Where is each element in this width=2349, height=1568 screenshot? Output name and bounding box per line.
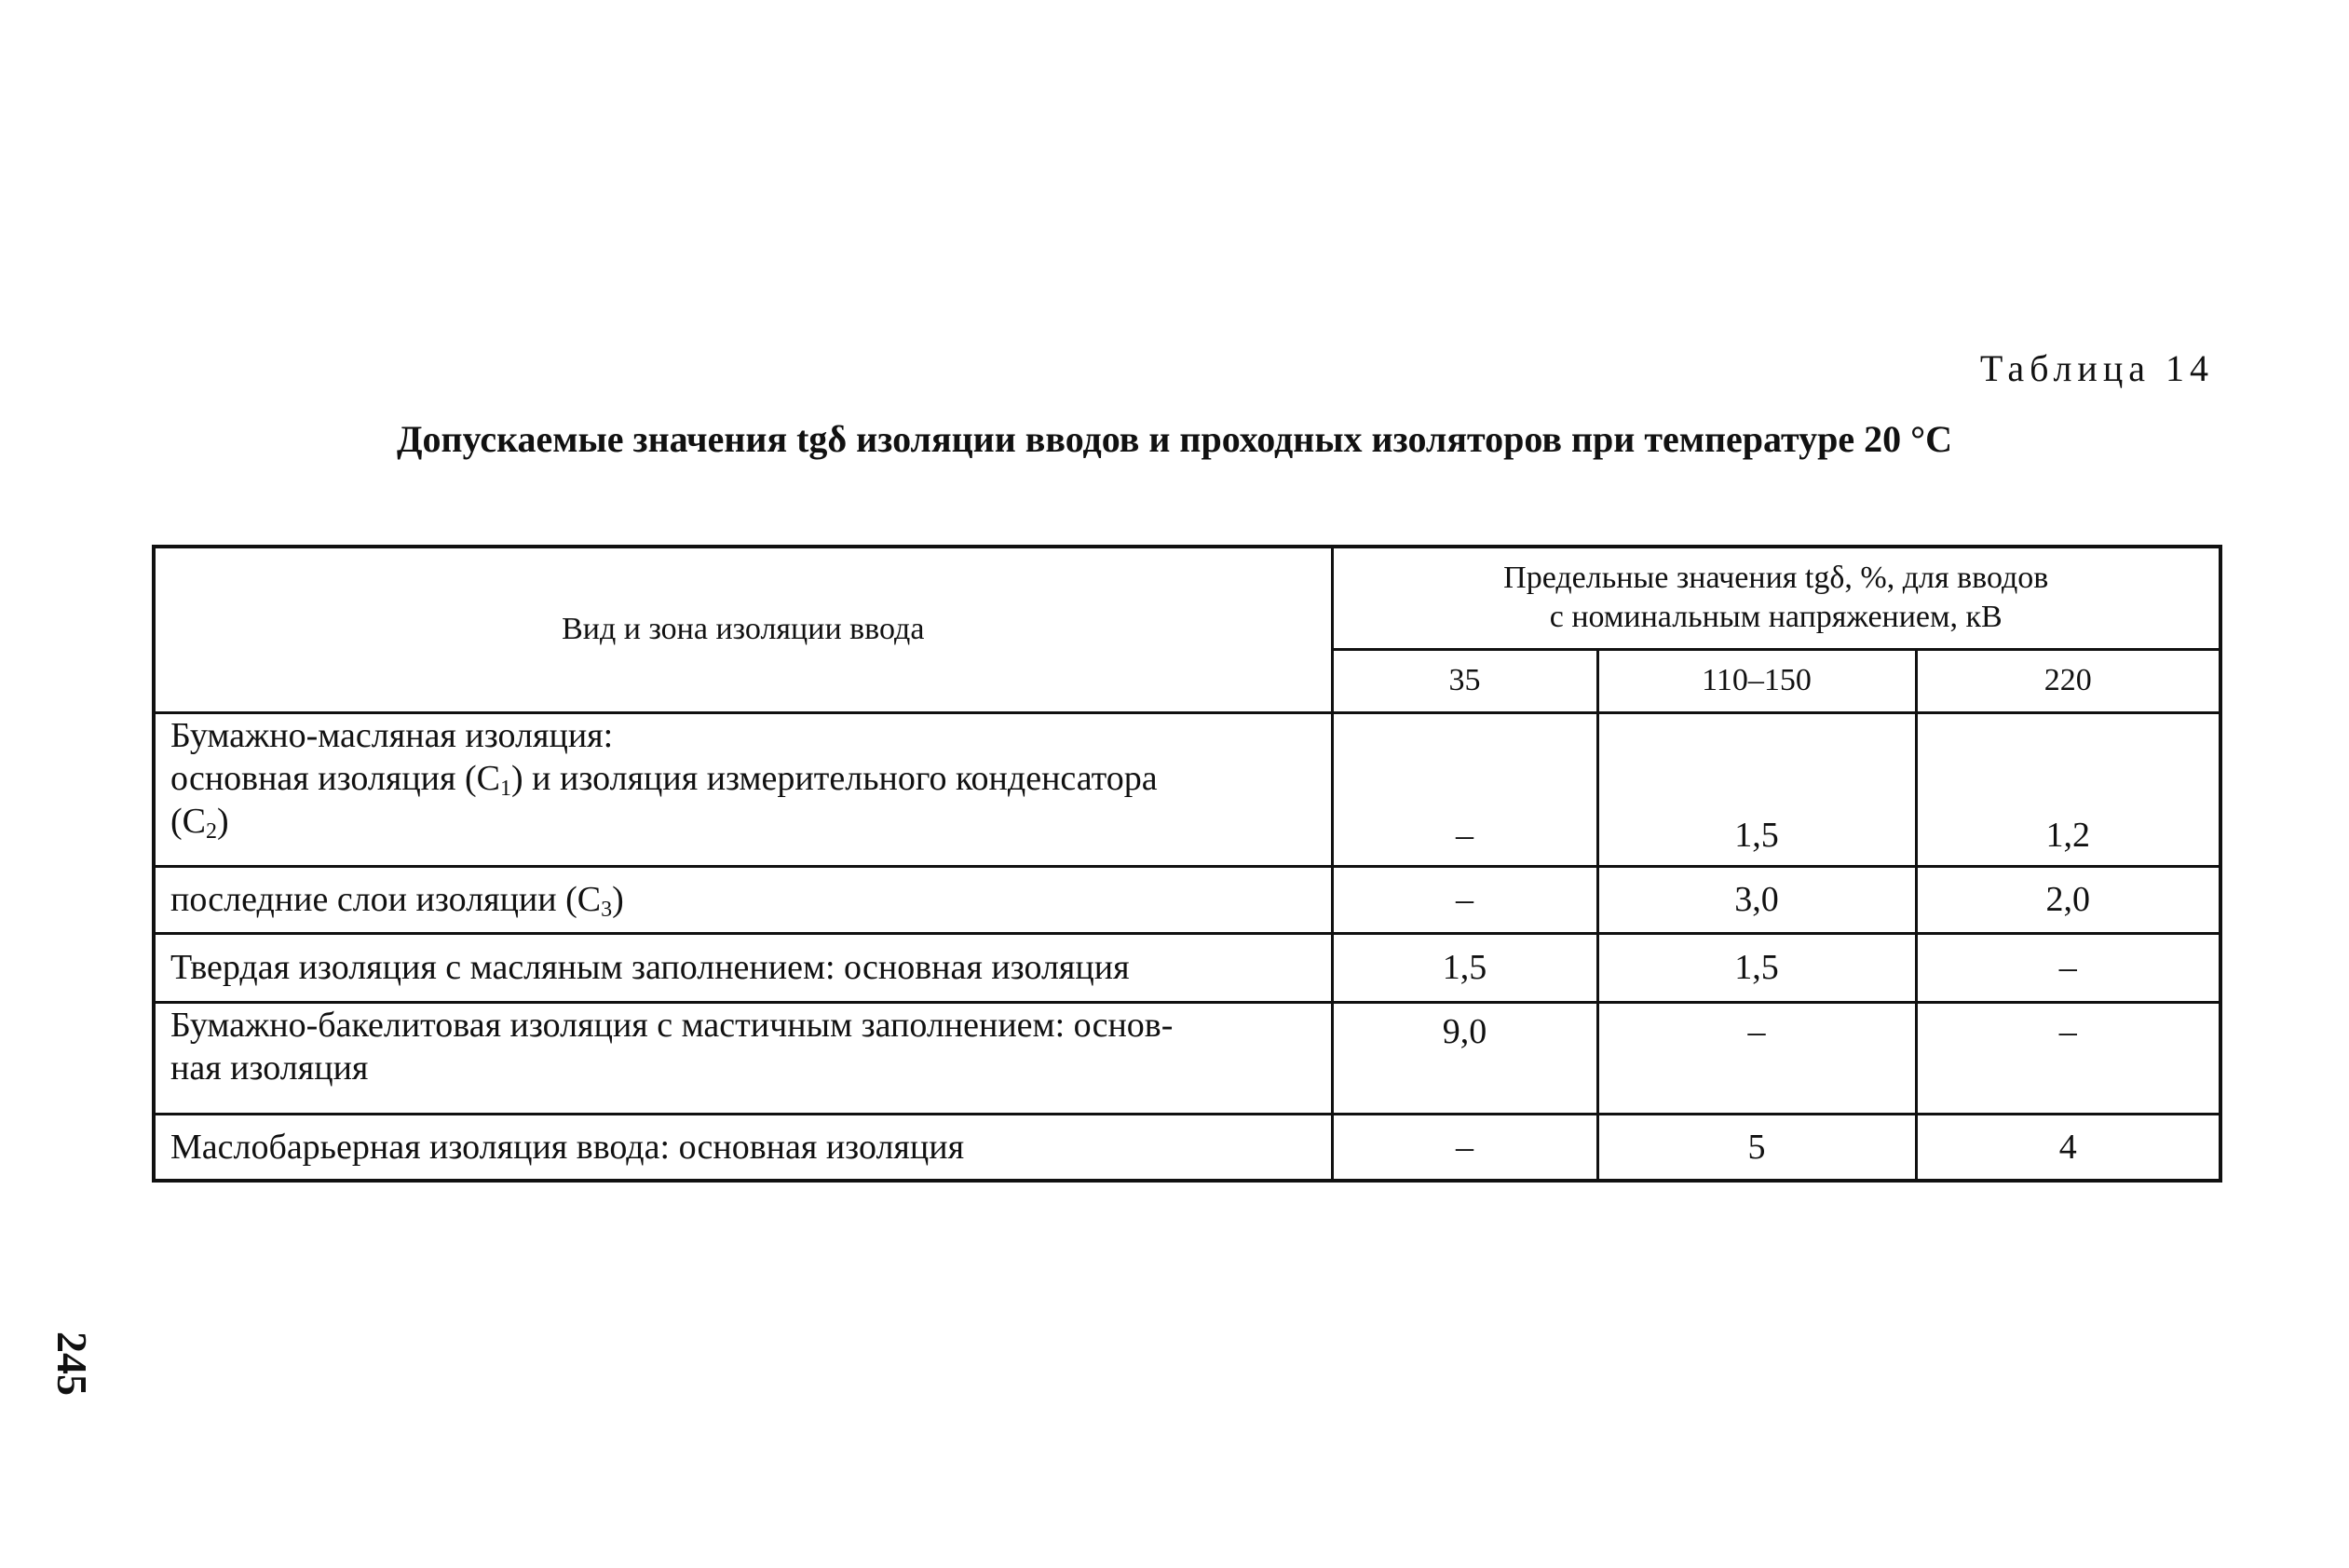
value-cell: – [1332, 712, 1597, 866]
header-row [154, 547, 2220, 649]
table-number: Таблица 14 [1979, 347, 2214, 389]
value-cell: 1,5 [1332, 933, 1597, 1002]
tg-delta-table [152, 545, 2222, 1183]
value-cell: – [1916, 933, 2220, 1002]
header-voltage-35: 35 [1332, 649, 1597, 712]
row-label [154, 712, 1332, 866]
header-voltage-110-150: 110–150 [1597, 649, 1916, 712]
value-cell: 2,0 [1916, 866, 2220, 933]
table-row [154, 712, 2220, 866]
table-row [154, 1114, 2220, 1181]
table-row [154, 1002, 2220, 1114]
header-limit-values-line2: с номинальным напряжением, кВ [1549, 600, 2003, 635]
row-label-line: ная изоляция [170, 1048, 369, 1088]
page-number: 245 [48, 1331, 96, 1396]
header-voltage-220: 220 [1916, 649, 2220, 712]
value-cell: – [1916, 1002, 2220, 1114]
value-cell: 1,5 [1597, 712, 1916, 866]
row-label-line: $(С_2)$ [170, 802, 229, 845]
value-cell: 1,2 [1916, 712, 2220, 866]
value-cell: – [1332, 866, 1597, 933]
header-insulation-type: Вид и зона изоляции ввода [154, 547, 1332, 712]
value-cell: 5 [1597, 1114, 1916, 1181]
row-label-line: Бумажно-бакелитовая изоляция с мастичным заполнением: основ- [170, 1005, 1174, 1045]
value-cell: 9,0 [1332, 1002, 1597, 1114]
header-limit-values-line1: Предельные значения tgδ, %, для вводов [1503, 560, 2049, 595]
table-row [154, 933, 2220, 1002]
row-label: Твердая изоляция с масляным заполнением: основная изоляция [154, 933, 1332, 1002]
row-label [154, 1002, 1332, 1114]
table-title: Допускаемые значения tgδ изоляции вводов и проходных изоляторов при температуре 20 °С [397, 418, 1952, 460]
row-label: Маслобарьерная изоляция ввода: основная изоляция [154, 1114, 1332, 1181]
value-cell: – [1332, 1114, 1597, 1181]
value-cell: – [1597, 1002, 1916, 1114]
header-limit-values [1332, 547, 2220, 649]
row-label: последние слои изоляции $(С_3)$ [154, 866, 1332, 933]
row-label-line: основная изоляция $(С_1)$ и изоляция измерительного конденсатора [170, 758, 1158, 801]
value-cell: 3,0 [1597, 866, 1916, 933]
row-label-line: Бумажно-масляная изоляция: [170, 715, 614, 755]
table-row [154, 866, 2220, 933]
value-cell: 1,5 [1597, 933, 1916, 1002]
value-cell: 4 [1916, 1114, 2220, 1181]
